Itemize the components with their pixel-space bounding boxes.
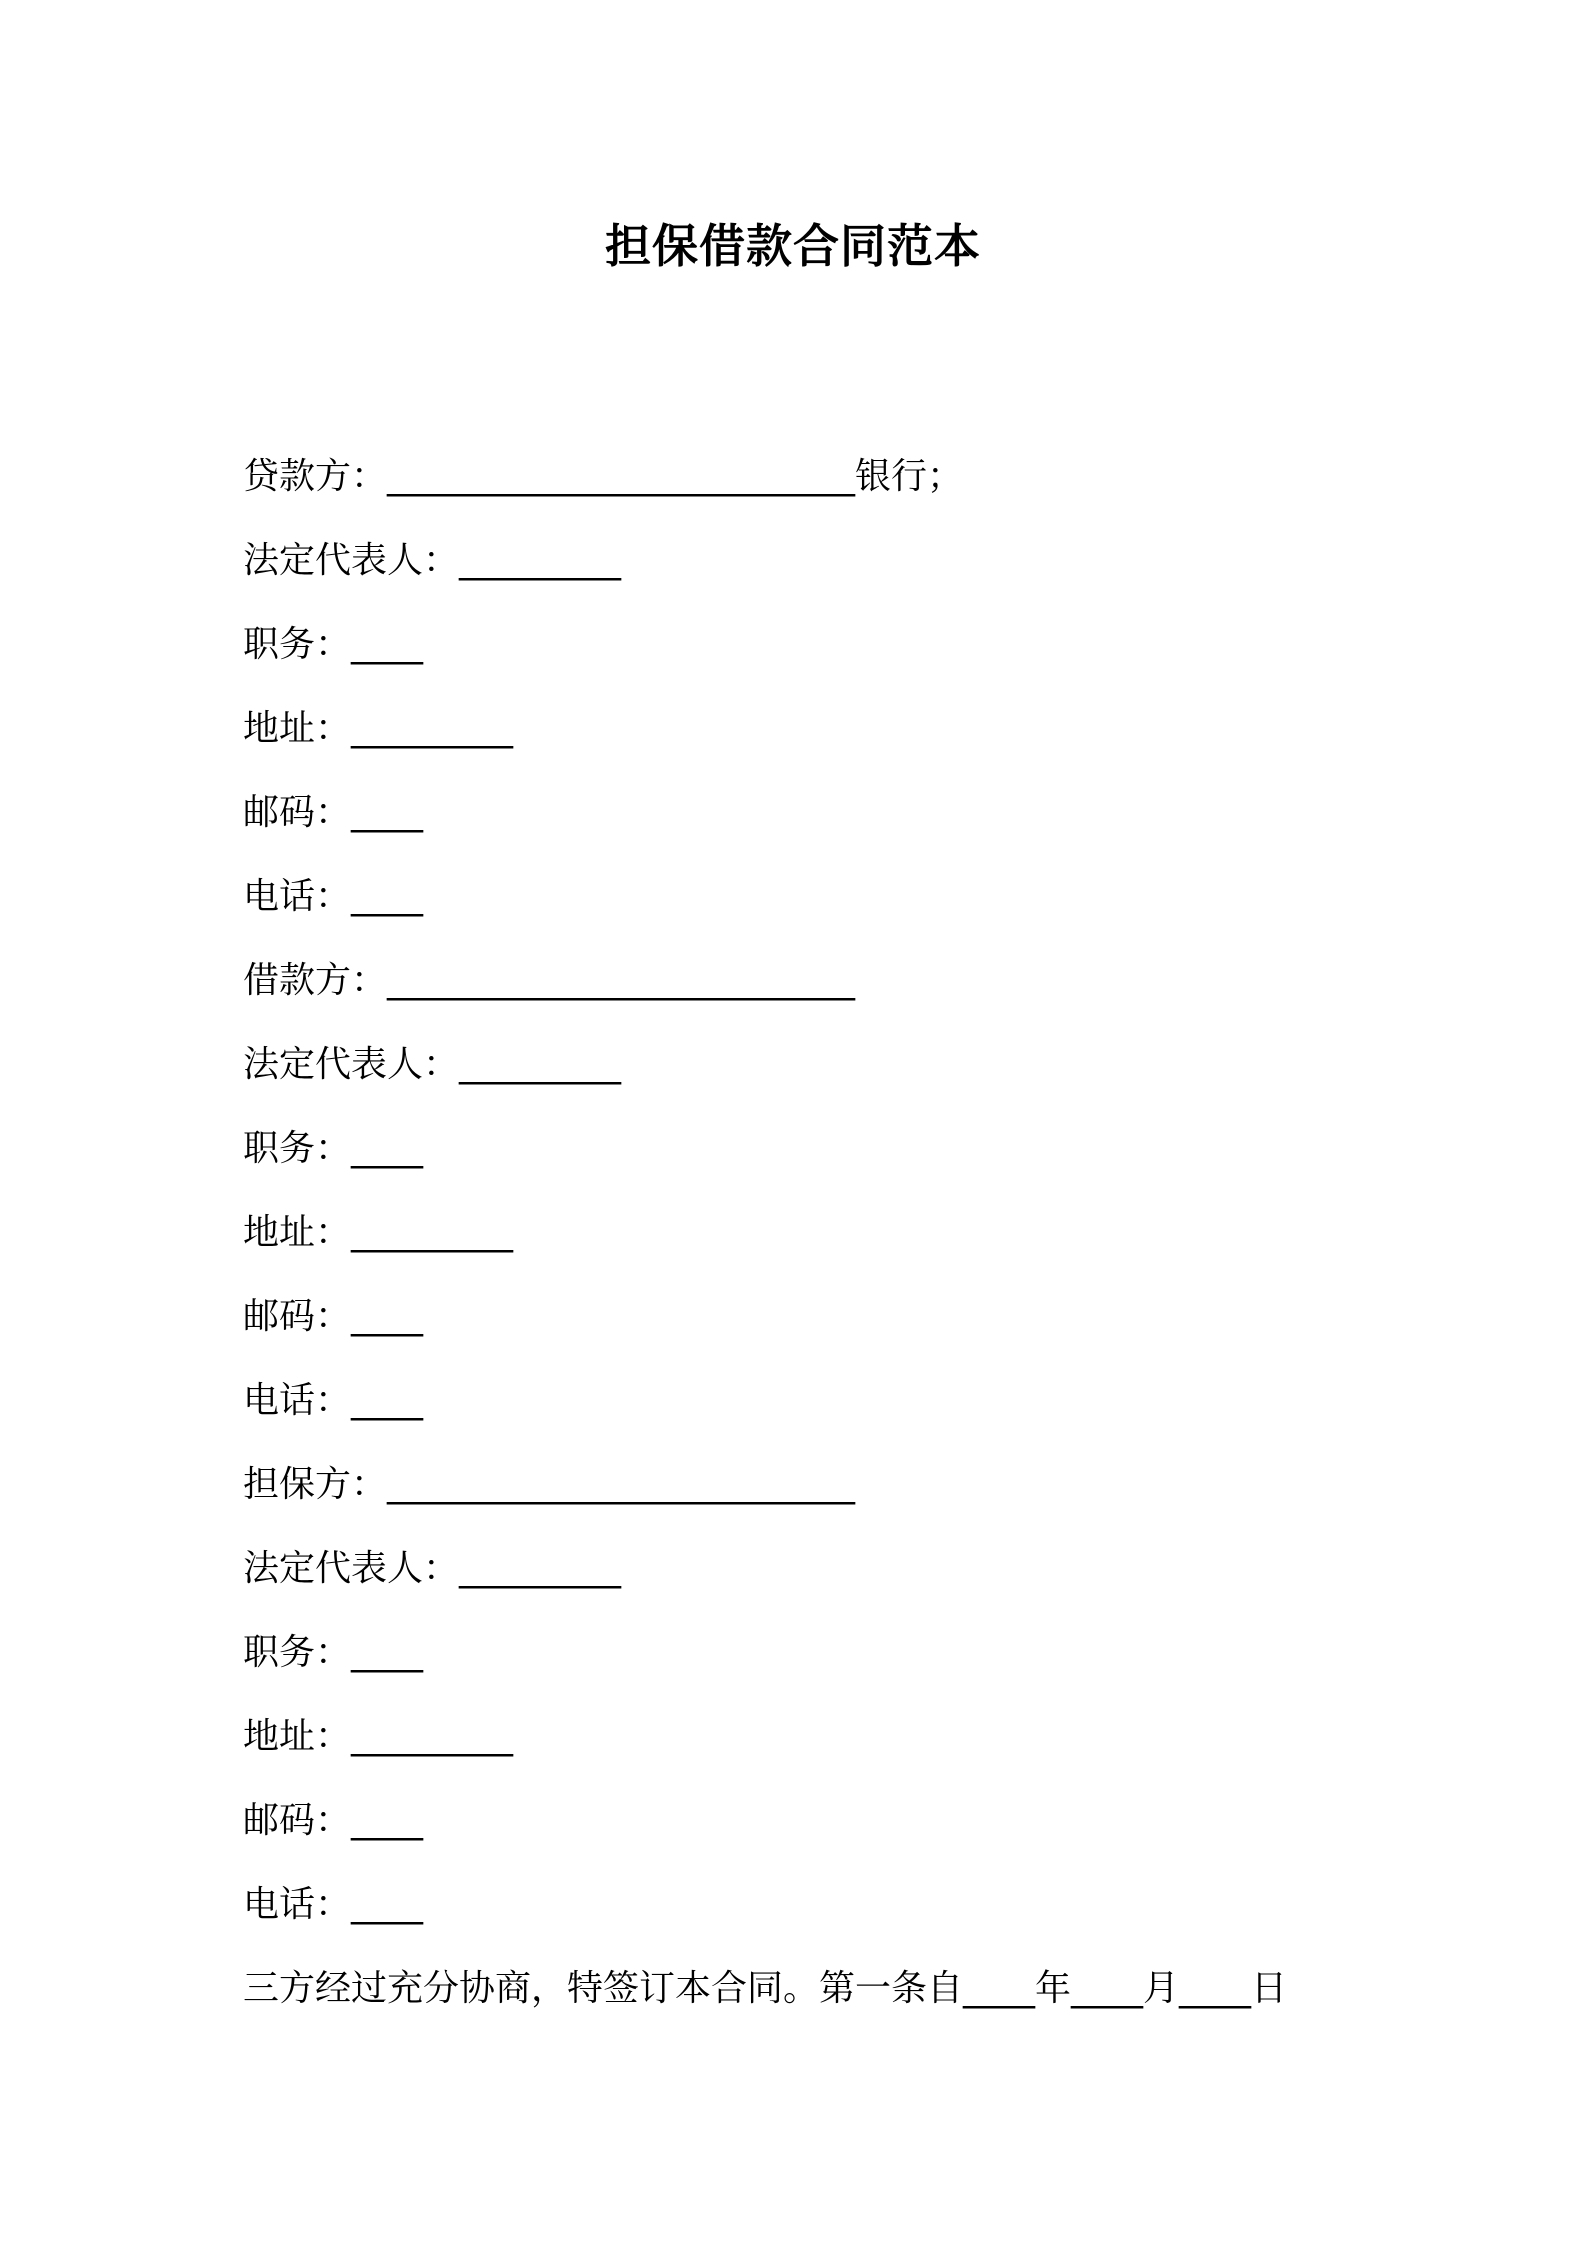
guarantor-address-line: 地址：_________ — [243, 1716, 514, 1757]
guarantor-phone-line: 电话：____ — [243, 1884, 424, 1925]
borrower-address-line: 地址：_________ — [243, 1212, 514, 1253]
lender-line: 贷款方：__________________________银行； — [243, 456, 964, 497]
lender-address-line: 地址：_________ — [243, 708, 514, 749]
guarantor-line: 担保方：__________________________ — [243, 1464, 856, 1505]
guarantor-legal-representative-line: 法定代表人：_________ — [243, 1548, 622, 1589]
document-title: 担保借款合同范本 — [605, 219, 981, 273]
document-body — [243, 450, 1363, 2046]
borrower-line: 借款方：__________________________ — [243, 960, 856, 1001]
lender-legal-representative-line: 法定代表人：_________ — [243, 540, 622, 581]
borrower-phone-line: 电话：____ — [243, 1380, 424, 1421]
borrower-position-line: 职务：____ — [243, 1128, 424, 1169]
guarantor-position-line: 职务：____ — [243, 1632, 424, 1673]
lender-postcode-line: 邮码：____ — [243, 792, 424, 833]
borrower-legal-representative-line: 法定代表人：_________ — [243, 1044, 622, 1085]
contract-clause-line: 三方经过充分协商，特签订本合同。第一条自____年____月____日 — [243, 1968, 1288, 2009]
borrower-postcode-line: 邮码：____ — [243, 1296, 424, 1337]
lender-phone-line: 电话：____ — [243, 876, 424, 917]
lender-position-line: 职务：____ — [243, 624, 424, 665]
guarantor-postcode-line: 邮码：____ — [243, 1800, 424, 1841]
